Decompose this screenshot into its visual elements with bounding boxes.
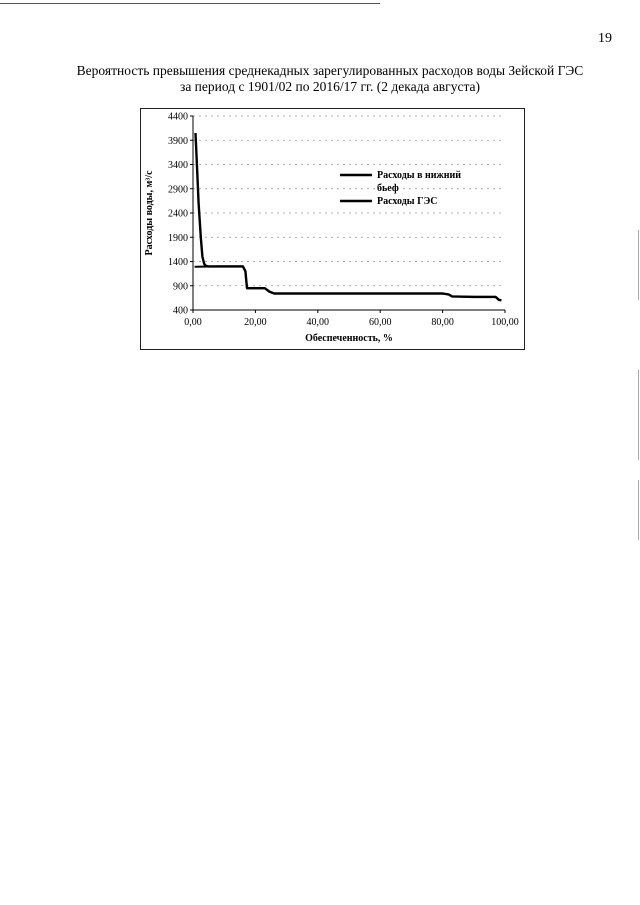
x-tick-label: 0,00 xyxy=(184,317,202,328)
y-tick-label: 4400 xyxy=(168,111,188,123)
y-axis-title: Расходы воды, м³/с xyxy=(144,170,155,256)
legend-label-hpp: Расходы ГЭС xyxy=(377,196,438,207)
x-tick-label: 20,00 xyxy=(244,317,267,328)
y-tick-label: 900 xyxy=(173,281,188,293)
x-axis-title: Обеспеченность, % xyxy=(305,333,393,344)
y-tick-label: 2900 xyxy=(168,184,188,196)
y-tick-label: 2400 xyxy=(168,208,188,220)
y-tick-label: 3900 xyxy=(168,135,188,147)
chart-title-line2: за период с 1901/02 по 2016/17 гг. (2 декада августа) xyxy=(179,79,481,94)
chart-title-line1: Вероятность превышения среднекадных зарегулированных расходов воды Зейской ГЭС xyxy=(76,63,584,78)
series-line-0 xyxy=(196,133,502,300)
y-tick-label: 3400 xyxy=(168,160,188,171)
y-tick-label: 1400 xyxy=(168,257,188,268)
series-layer xyxy=(195,133,502,300)
legend-label-lower-pool-line2: бьеф xyxy=(377,183,399,194)
scan-edge-mark xyxy=(638,370,639,460)
series-line-1 xyxy=(195,266,502,300)
x-tick-label: 100,00 xyxy=(491,317,519,328)
y-tick-label: 400 xyxy=(173,305,188,317)
x-tick-label: 40,00 xyxy=(306,317,330,328)
scan-edge-mark xyxy=(638,230,639,300)
y-tick-label: 1900 xyxy=(168,232,188,244)
x-tick-label: 60,00 xyxy=(368,317,392,328)
scan-edge-mark xyxy=(638,480,639,540)
legend-label-lower-pool: Расходы в нижний xyxy=(377,170,462,181)
page-number: 19 xyxy=(598,31,612,46)
x-tick-label: 80,00 xyxy=(431,317,454,328)
legend xyxy=(340,170,461,207)
